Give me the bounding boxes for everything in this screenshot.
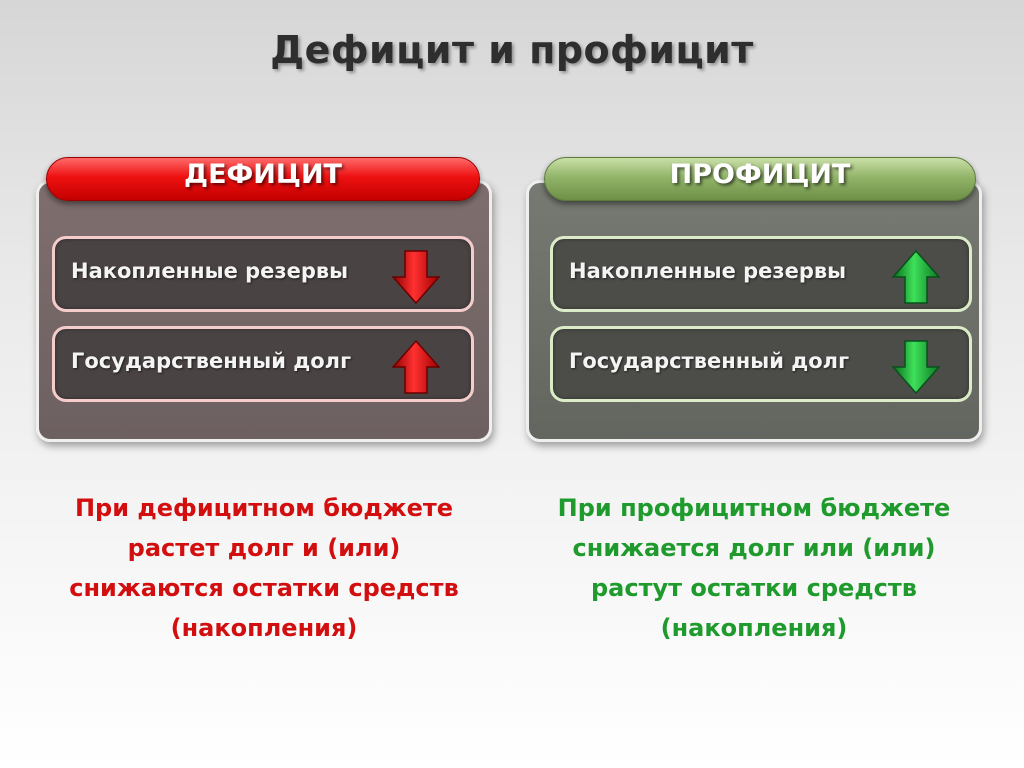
caption-line: снижается долг или (или) <box>572 534 936 562</box>
row-label: Накопленные резервы <box>569 259 847 283</box>
caption-line: снижаются остатки средств <box>69 574 459 602</box>
surplus-row-debt <box>550 326 972 402</box>
surplus-header: ПРОФИЦИТ <box>544 157 976 201</box>
arrow-down-icon <box>891 339 941 395</box>
caption-line: (накопления) <box>660 614 848 642</box>
slide-title: Дефицит и профицит <box>270 28 754 72</box>
arrow-up-icon <box>391 339 441 395</box>
row-label: Государственный долг <box>71 349 352 373</box>
caption-line: растут остатки средств <box>590 574 917 602</box>
deficit-row-debt <box>52 326 474 402</box>
caption-line: При дефицитном бюджете <box>74 494 454 522</box>
deficit-row-reserves <box>52 236 474 312</box>
row-label: Государственный долг <box>569 349 850 373</box>
surplus-row-reserves <box>550 236 972 312</box>
arrow-down-icon <box>391 249 441 305</box>
caption-line: растет долг и (или) <box>127 534 401 562</box>
caption-line: (накопления) <box>170 614 358 642</box>
deficit-header: ДЕФИЦИТ <box>46 157 480 201</box>
deficit-caption <box>49 488 479 648</box>
row-label: Накопленные резервы <box>71 259 349 283</box>
arrow-up-icon <box>891 249 941 305</box>
caption-line: При профицитном бюджете <box>557 494 951 522</box>
surplus-caption <box>539 488 969 648</box>
